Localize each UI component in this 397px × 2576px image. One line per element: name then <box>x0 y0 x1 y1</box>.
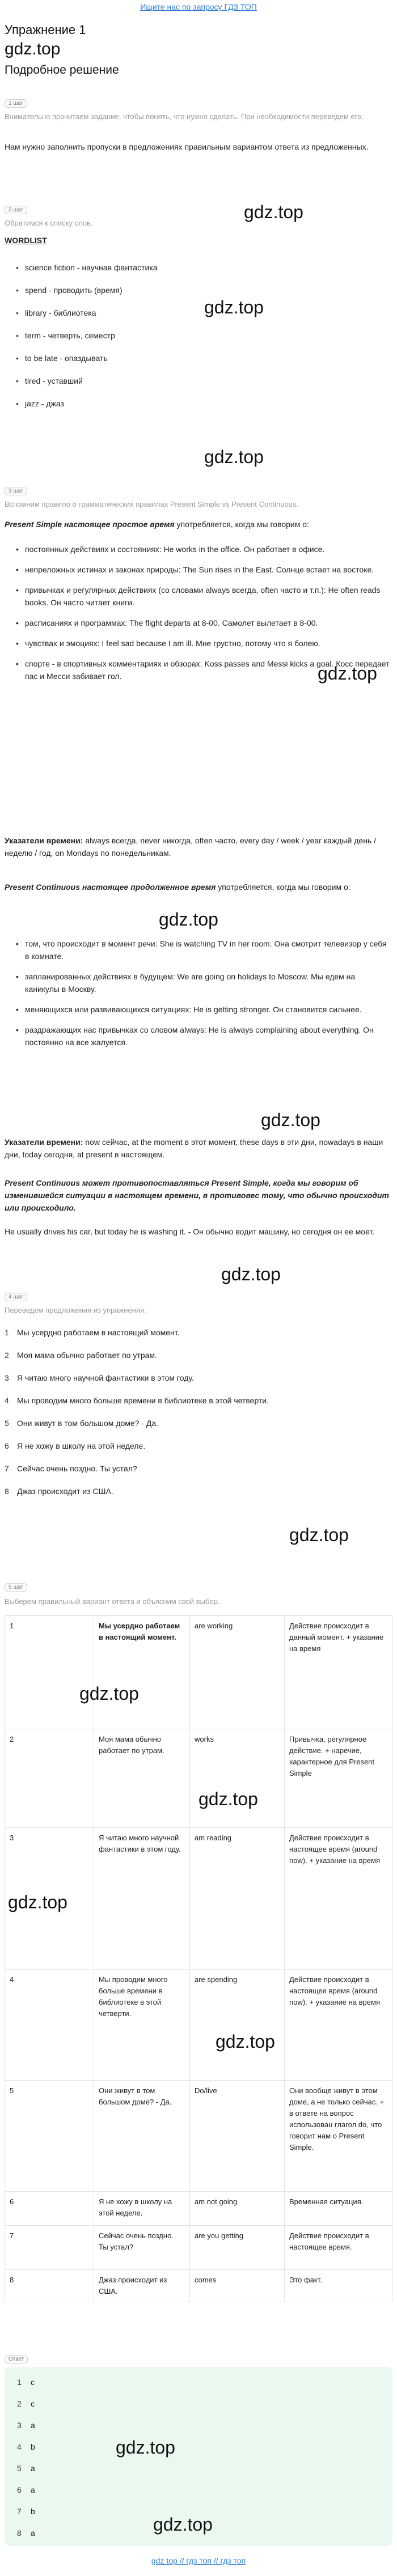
row-explanation: Действие происходит в настоящее время. <box>285 2226 392 2270</box>
contrast-example: He usually drives his car, but today he is washing it. - Он обычно водит машину, но сегодня он ее моет. <box>5 1227 375 1236</box>
row-answer: am not going <box>190 2192 285 2226</box>
answer-item: 4 b <box>17 2442 35 2451</box>
pc-item: • том, что происходит в момент речи: She is watching TV in her room. Она смотрит телевизор у себя в комнате. <box>12 937 391 962</box>
step3-badge: 3 шаг <box>5 485 27 495</box>
row-sentence: Моя мама обычно работает по утрам. <box>94 1729 190 1828</box>
wordlist-heading: WORDLIST <box>5 236 47 245</box>
step3-note: Вспомним правило о грамматических правилах Present Simple vs Present Continuous. <box>5 500 299 508</box>
ps-item: • чувствах и эмоциях: I feel sad because I am ill. Мне грустно, потому что я болею. <box>12 637 391 650</box>
row-number: 1 <box>5 1616 94 1729</box>
table-row <box>5 2192 392 2226</box>
watermark: gdz.top <box>221 1264 281 1284</box>
row-sentence: Джаз происходит из США. <box>94 2270 190 2302</box>
ps-item: • расписаниях и программах: The flight departs at 8-00. Самолет вылетает в 8-00. <box>12 617 391 629</box>
watermark: gdz.top <box>204 447 264 467</box>
table-row <box>5 1616 392 1729</box>
row-sentence: Я читаю много научной фантастики в этом году. <box>94 1828 190 1970</box>
ps-item: • спорте - в спортивных комментариях и обзорах: Koss passes and Messi kicks a goal. Косс передает пас и Месси забивает гол. <box>12 657 391 682</box>
watermark: gdz.top <box>159 909 218 930</box>
sentence-item: 6 Я не хожу в школу на этой неделе. <box>5 1441 146 1450</box>
pc-list <box>12 937 391 1056</box>
row-sentence: Сейчас очень поздно. Ты устал? <box>94 2226 190 2270</box>
step5-note: Выберем правильный вариант ответа и объясним свой выбор. <box>5 1597 220 1606</box>
table-row <box>5 1970 392 2081</box>
bottom-links[interactable]: gdz top // гдз топ // гдз топ <box>151 2556 246 2565</box>
row-explanation: Это факт. <box>285 2270 392 2302</box>
watermark: gdz.top <box>289 1525 349 1545</box>
row-explanation: Временная ситуация. <box>285 2192 392 2226</box>
table-row <box>5 2226 392 2270</box>
explanation-table <box>5 1615 392 2302</box>
sentence-item: 2 Моя мама обычно работает по утрам. <box>5 1351 157 1360</box>
step1-text: Нам нужно заполнить пропуски в предложениях правильным вариантом ответа из предложенных. <box>5 142 369 151</box>
watermark: gdz.top <box>79 1683 139 1704</box>
row-number: 8 <box>5 2270 94 2302</box>
pc-item: • запланированных действиях в будущем: We are going on holidays to Moscow. Мы едем на каникулы в Москву. <box>12 970 391 995</box>
sentence-item: 4 Мы проводим много больше времени в библиотеке в этой четверти. <box>5 1396 269 1405</box>
word-item: • library - библиотека <box>12 306 392 329</box>
row-number: 7 <box>5 2226 94 2270</box>
row-sentence: Мы проводим много больше времени в библиотеке в этой четверти. <box>94 1970 190 2081</box>
step2-note: Обратимся к списку слов. <box>5 219 93 227</box>
word-item: • jazz - джаз <box>12 397 392 419</box>
page-title: Упражнение 1 <box>5 23 86 37</box>
row-answer: are you getting <box>190 2226 285 2270</box>
watermark: gdz.top <box>216 2031 275 2052</box>
step4-badge: 4 шаг <box>5 1291 27 1301</box>
table-row <box>5 2270 392 2302</box>
answer-box <box>5 2367 392 2546</box>
row-sentence: Они живут в том большом доме? - Да. <box>94 2081 190 2192</box>
watermark: gdz.top <box>318 663 377 684</box>
row-answer: comes <box>190 2270 285 2302</box>
solution-subtitle: Подробное решение <box>5 63 119 77</box>
watermark: gdz.top <box>244 202 303 222</box>
answer-item: 2 c <box>17 2399 35 2408</box>
row-answer: works <box>190 1729 285 1828</box>
watermark: gdz.top <box>153 2514 213 2535</box>
step2-badge: 2 шаг <box>5 204 27 214</box>
sentence-item: 7 Сейчас очень поздно. Ты устал? <box>5 1464 137 1473</box>
row-explanation: Привычка, регулярное действие. + наречие, характерное для Present Simple <box>285 1729 392 1828</box>
word-item: • term - четверть, семестр <box>12 329 392 351</box>
row-explanation: Действие происходит в данный момент. + указание на время <box>285 1616 392 1729</box>
ps-item: • привычках и регулярных действиях (со словами always всегда, often часто и т.п.): He often reads books. Он часто читает книги. <box>12 584 391 609</box>
word-item: • to be late - опаздывать <box>12 351 392 374</box>
sentence-item: 1 Мы усердно работаем в настоящий момент. <box>5 1328 180 1337</box>
watermark: gdz.top <box>204 297 264 317</box>
watermark: gdz.top <box>8 1892 67 1912</box>
row-sentence: Мы усердно работаем в настоящий момент. <box>94 1616 190 1729</box>
word-item: • tired - уставший <box>12 374 392 397</box>
sentence-item: 8 Джаз происходит из США. <box>5 1487 113 1496</box>
step5-badge: 5 шаг <box>5 1581 27 1592</box>
row-number: 2 <box>5 1729 94 1828</box>
answer-item: 1 c <box>17 2378 35 2387</box>
brand-title: gdz.top <box>5 40 61 58</box>
sentence-item: 5 Они живут в том большом доме? - Да. <box>5 1419 159 1428</box>
row-explanation: Действие происходит в настоящее время (around now). + указание на время <box>285 1970 392 2081</box>
answer-item: 8 a <box>17 2528 35 2537</box>
row-explanation: Они вообще живут в этом доме, а не только сейчас. + в ответе на вопрос использован глагол do, что говорит нам о Present Simple. <box>285 2081 392 2192</box>
row-answer: Do/live <box>190 2081 285 2192</box>
step4-note: Переведем предложения из упражнения. <box>5 1306 146 1314</box>
row-answer: am reading <box>190 1828 285 1970</box>
pc-time-markers: Указатели времени: now сейчас, at the moment в этот момент, these days в эти дни, nowadays в наши дни, today сегодня, at present в настоящем. <box>5 1138 383 1159</box>
answer-item: 7 b <box>17 2507 35 2516</box>
row-answer: are working <box>190 1616 285 1729</box>
pc-item: • раздражающих нас привычках со словом always: He is always complaining about everything. Он постоянно на все жалуется. <box>12 1024 391 1049</box>
top-search-link[interactable]: Ищите нас по запросу ГДЗ ТОП <box>140 2 257 11</box>
ps-item: • постоянных действиях и состояниях: He works in the office. Он работает в офисе. <box>12 543 391 555</box>
table-row <box>5 1729 392 1828</box>
answer-item: 3 a <box>17 2421 35 2430</box>
watermark: gdz.top <box>198 1789 258 1809</box>
watermark: gdz.top <box>261 1110 320 1130</box>
ps-intro: Present Simple настоящее простое время употребляется, когда мы говорим о: <box>5 520 309 529</box>
watermark: gdz.top <box>116 2437 175 2458</box>
contrast-rule: Present Continuous может противопоставляться Present Simple, когда мы говорим об изменившейся ситуации в настоящем времени, в противовес тому, что обычно происходит или происходило. <box>5 1178 389 1212</box>
row-number: 4 <box>5 1970 94 2081</box>
answer-list <box>17 2371 35 2544</box>
wordlist <box>12 261 392 419</box>
row-number: 3 <box>5 1828 94 1970</box>
step1-badge: 1 шаг <box>5 97 27 108</box>
table-row <box>5 2081 392 2192</box>
ps-time-markers: Указатели времени: always всегда, never никогда, often часто, every day / week / year каждый день / неделю / год, on Mondays по понедельникам. <box>5 836 377 858</box>
sentence-item: 3 Я читаю много научной фантастики в этом году. <box>5 1373 194 1382</box>
word-item: • spend - проводить (время) <box>12 283 392 306</box>
row-number: 5 <box>5 2081 94 2192</box>
row-number: 6 <box>5 2192 94 2226</box>
ps-item: • непреложных истинах и законах природы: The Sun rises in the East. Солнце встает на востоке. <box>12 563 391 576</box>
sentence-list <box>5 1326 392 1508</box>
row-sentence: Я не хожу в школу на этой неделе. <box>94 2192 190 2226</box>
step1-note: Внимательно прочитаем задание, чтобы понять, что нужно сделать. При необходимости переведем его. <box>5 112 364 121</box>
answer-badge: Ответ <box>5 2353 28 2363</box>
pc-intro: Present Continuous настоящее продолженное время употребляется, когда мы говорим о: <box>5 882 350 892</box>
pc-item: • меняющихся или развивающихся ситуациях: He is getting stronger. Он становится сильнее. <box>12 1003 391 1016</box>
answer-item: 6 a <box>17 2485 35 2494</box>
row-explanation: Действие происходит в настоящее время (around now). + указание на время <box>285 1828 392 1970</box>
row-answer: are spending <box>190 1970 285 2081</box>
answer-item: 5 a <box>17 2464 35 2473</box>
word-item: • science fiction - научная фантастика <box>12 261 392 283</box>
